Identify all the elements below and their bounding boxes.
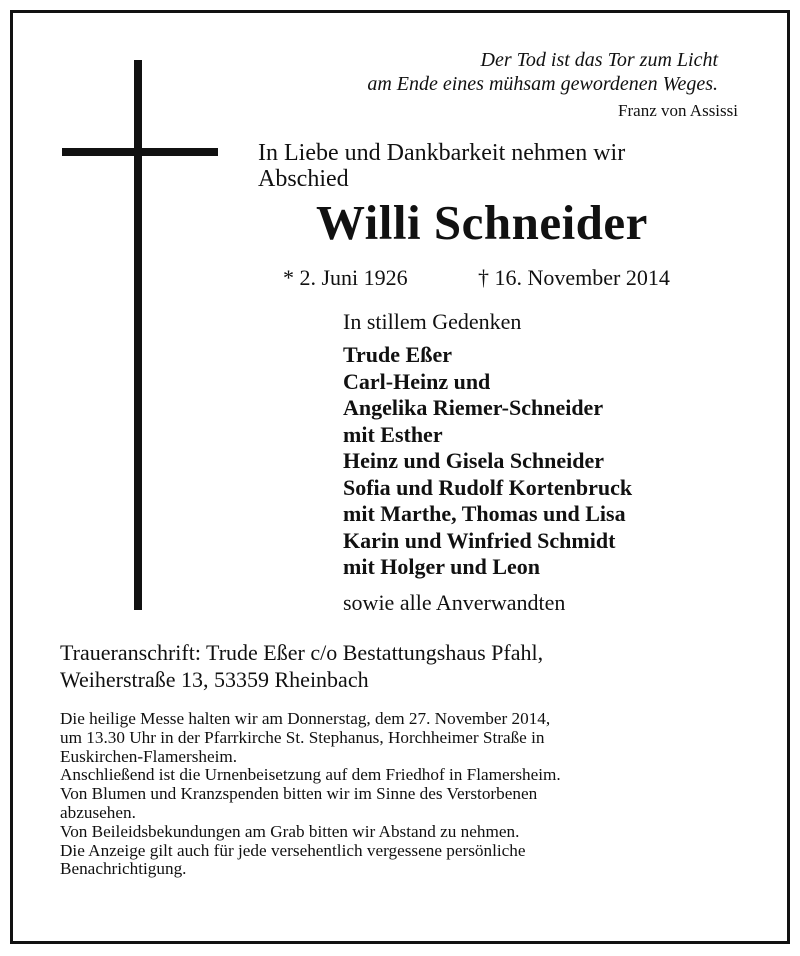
quote-line: am Ende eines mühsam gewordenen Weges. [367, 73, 718, 95]
address-line: Weiherstraße 13, 53359 Rheinbach [60, 667, 369, 692]
notice-line: Benachrichtigung. [60, 859, 187, 879]
mourners-list [343, 342, 632, 581]
notice-line: Von Blumen und Kranzspenden bitten wir im Sinne des Verstorbenen [60, 784, 538, 804]
quote-author: Franz von Assissi [618, 101, 738, 120]
mourners-heading: In stillem Gedenken [343, 309, 522, 334]
deceased-name: Willi Schneider [316, 195, 648, 250]
mourner-name: Heinz und Gisela Schneider [343, 448, 604, 473]
mourner-name: Sofia und Rudolf Kortenbruck [343, 474, 633, 500]
mourner-name: mit Holger und Leon [343, 554, 541, 579]
mourner-name: mit Marthe, Thomas und Lisa [343, 501, 626, 526]
mourners-closing: sowie alle Anverwandten [343, 590, 566, 615]
notice-line: Anschließend ist die Urnenbeisetzung auf dem Friedhof in Flamersheim. [60, 765, 561, 785]
notice-line: Die Anzeige gilt auch für jede versehentlich vergessene persönliche [60, 840, 526, 860]
service-notice [60, 710, 561, 879]
cross-icon-crossbar [62, 148, 218, 156]
death-date: † 16. November 2014 [478, 265, 670, 290]
mourner-name: Angelika Riemer-Schneider [343, 395, 604, 420]
intro-text [258, 140, 738, 192]
cross-icon [134, 60, 142, 610]
notice-line: Von Beileidsbekundungen am Grab bitten wir Abstand zu nehmen. [60, 821, 520, 841]
intro-line: Abschied [258, 166, 349, 192]
notice-line: um 13.30 Uhr in der Pfarrkirche St. Stephanus, Horchheimer Straße in [60, 727, 545, 747]
mourner-name: Karin und Winfried Schmidt [343, 527, 616, 553]
mourner-name: Carl-Heinz und [343, 368, 491, 394]
birth-date: * 2. Juni 1926 [283, 265, 408, 290]
notice-line: abzusehen. [60, 802, 136, 822]
notice-line: Euskirchen-Flamersheim. [60, 746, 238, 766]
mourning-address [60, 639, 740, 693]
notice-line: Die heilige Messe halten wir am Donnerstag, dem 27. November 2014, [60, 709, 551, 728]
intro-line: In Liebe und Dankbarkeit nehmen wir [258, 140, 626, 166]
mourner-name: mit Esther [343, 421, 443, 447]
address-line: Traueranschrift: Trude Eßer c/o Bestattungshaus Pfahl, [60, 640, 544, 665]
mourner-name: Trude Eßer [343, 342, 452, 367]
quote-line: Der Tod ist das Tor zum Licht [480, 49, 718, 71]
